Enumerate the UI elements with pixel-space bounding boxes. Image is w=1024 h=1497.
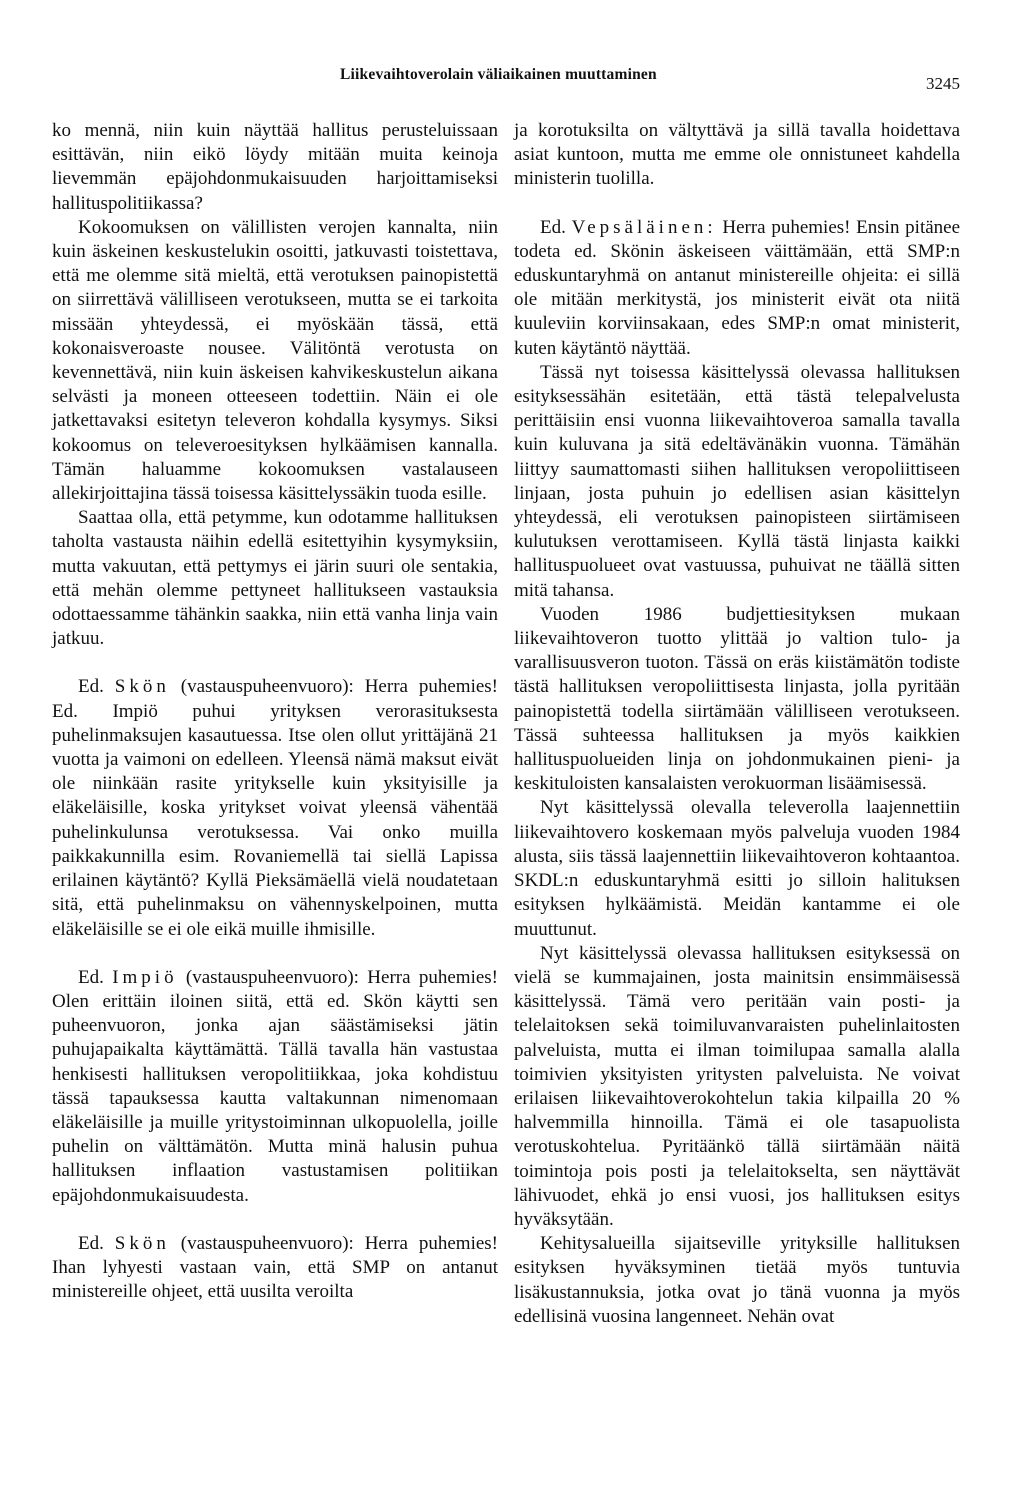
speech-text: (vastauspuheenvuoro): Herra puhemies! Olen erittäin iloinen siitä, että ed. Skön käytti sen puheenvuoron, jonka ajan säästämiseksi jätin puhujapaikalta käyttämättä. Tällä tavalla hän vastustaa henkisesti hallituksen veropolitiikkaa, joka kohdistuu tässä tapauksessa kautta valtakunnan nimenomaan eläkeläisille ja muille yritystoiminnan ulkopuolella, joille puhelin on välttämätön. Mutta minä halusin puhua hallituksen inflaation vastustamisen politiikan epäjohdonmukaisuudesta. <box>52 966 499 1206</box>
speaker-prefix: Ed. <box>78 676 104 698</box>
paragraph: Saattaa olla, että petymme, kun odotamme hallituksen taholta vastausta näihin edellä esitettyihin kysymyksiin, mutta vakuutan, että pettymys ei järin suuri ole sentakia, että mehän olemme pettyneet hallitukseen vastauksia odottaessamme tähänkin saakka, niin että vanha linja vain jatkuu. <box>52 507 498 650</box>
paragraph: ko mennä, niin kuin näyttää hallitus perusteluissaan esittävän, niin eikö löydy mitään muita keinoja lievemmän epäjohdonmukaisuuden harjoittamiseksi hallituspolitiikassa? <box>52 120 498 214</box>
speaker-name: Impiö <box>112 966 178 988</box>
right-column <box>514 119 960 1329</box>
speech-entry <box>514 216 960 361</box>
speaker-prefix: Ed. <box>78 1232 104 1254</box>
speech-text: Herra puhemies! Ensin pitänee todeta ed. Skönin äskeiseen väittämään, että SMP:n eduskuntaryhmä on antanut ministereille ohjeita: ei sillä ole mitään merkitystä, jos ministerit eivät ota niitä kuuleviin korviinsakaan, edes SMP:n omat ministerit, kuten käytäntö näyttää. <box>514 216 961 359</box>
speech-entry <box>52 1232 498 1305</box>
speaker-prefix: Ed. <box>540 216 566 238</box>
page-number: 3245 <box>926 74 960 93</box>
speech-text: (vastauspuheenvuoro): Herra puhemies! Ed. Impiö puhui yrityksen verorasituksesta puhelinmaksujen kasautuessa. Itse olen ollut yrittäjänä 21 vuotta ja vaimoni on edelleen. Yleensä nämä maksut eivät ole niinkään rasite yritykselle kuin yksityisille ja eläkeläisille, koska yritykset voivat yleensä vähentää puhelinkulunsa verotuksessa. Vai onko muilla paikkakunnilla esim. Rovaniemellä tai siellä Lapissa erilainen käytäntö? Kyllä Pieksämäellä vielä noudatetaan sitä, että puhelinmaksu on vähennyskelpoinen, mutta eläkeläisille se ei ole eikä muille ihmisille. <box>52 676 499 940</box>
paragraph: Tässä nyt toisessa käsittelyssä olevassa hallituksen esityksessähän esitetään, että tästä telepalvelusta perittäisiin ensi vuonna liikevaihtoveroa samalla tavalla kuin kuluvana ja sitä edeltävänäkin vuonna. Tämähän liittyy saumattomasti siihen hallituksen veropoliittiseen linjaan, josta puhuin jo edellisen asian käsittelyn yhteydessä, eli verotuksen painopisteen siirtämiseen kulutuksen verottamiseen. Kyllä tästä linjasta kaikki hallituspuolueet ovat vastuussa, puhuivat ne täällä sitten mitä tahansa. <box>514 361 960 601</box>
speaker-name: Skön <box>114 1232 170 1254</box>
left-column <box>52 119 498 1304</box>
paragraph: Nyt käsittelyssä olevalla televerolla laajennettiin liikevaihtovero koskemaan myös palveluja vuoden 1984 alusta, siis tässä laajennettiin liikevaihtoveron kohtaantoa. SKDL:n eduskuntaryhmä esitti jo silloin halituksen esityksen hylkäämistä. Meidän kantamme ei ole muuttunut. <box>514 797 960 940</box>
speech-entry <box>52 966 498 1208</box>
paragraph: Vuoden 1986 budjettiesityksen mukaan liikevaihtoveron tuotto ylittää jo valtion tulo- ja varallisuusveron tuoton. Tässä on eräs kiistämätön todiste tästä hallituksen veropoliittisesta linjasta, jolla pyritään painopistettä todella siirtämään välilliseen verotukseen. Tässä suhteessa hallituksen ja myös kaikkien hallituspuolueiden linja on johdonmukainen pieni- ja keskituloisten kansalaisten verokuorman lisäämisessä. <box>514 603 960 795</box>
running-header: Liikevaihtoverolain väliaikainen muuttaminen <box>340 66 657 83</box>
speaker-name: Vepsäläinen: <box>571 216 717 238</box>
paragraph: Kokoomuksen on välillisten verojen kannalta, niin kuin äskeinen keskustelukin osoitti, jatkuvasti toistettava, että me olemme sitä mieltä, että verotuksen painopistettä on siirrettävä välilliseen verotukseen, mutta se ei tarkoita missään yhteydessä, ei myöskään tässä, että kokonaisveroaste nousee. Välitöntä verotusta on kevennettävä, niin kuin äskeisen kahvikeskustelun aikana selvästi ja moneen otteeseen todettiin. Näin ei ole jatkettavaksi esitetyn televeron kohdalla kysymys. Siksi kokoomus on televeroesityksen hylkäämisen kannalla. Tämän haluamme kokoomuksen vastalauseen allekirjoittajina tässä toisessa käsittelyssäkin tuoda esille. <box>52 216 498 505</box>
speaker-prefix: Ed. <box>78 966 104 988</box>
speech-text: (vastauspuheenvuoro): Herra puhemies! Ihan lyhyesti vastaan vain, että SMP on antanut ministereille ohjeet, että uusilta veroilta <box>52 1232 499 1303</box>
paragraph: ja korotuksilta on vältyttävä ja sillä tavalla hoidettava asiat kuntoon, mutta me emme ole onnistuneet kahdella ministerin tuolilla. <box>514 120 960 190</box>
speaker-name: Skön <box>114 676 170 698</box>
paragraph: Kehitysalueilla sijaitseville yrityksille hallituksen esityksen hyväksyminen tietää myös tuntuvia lisäkustannuksia, jotka ovat jo tänä vuonna ja myös edellisinä vuosina langenneet. Nehän ovat <box>514 1233 960 1327</box>
speech-entry <box>52 675 498 941</box>
paragraph: Nyt käsittelyssä olevassa hallituksen esityksessä on vielä se kummajainen, josta mainitsin ensimmäisessä käsittelyssä. Tämä vero peritään vain posti- ja telelaitoksen sekä toimiluvanvaraisten puhelinlaitosten palveluista, mutta ei ilman toimilupaa samalla alalla toimivien yksityisten yritysten palveluista. Ne voivat erilaisen liikevaihtoverokohtelun takia kilpailla 20 % halvemmilla hinnoilla. Tämä ei ole tasapuolista verotuskohtelua. Pyritäänkö tällä siirtämään näitä toimintoja pois posti ja telelaitokselta, sen näyttävät lähivuodet, ehkä jo ensi vuosi, jos hallituksen esitys hyväksytään. <box>514 942 960 1230</box>
